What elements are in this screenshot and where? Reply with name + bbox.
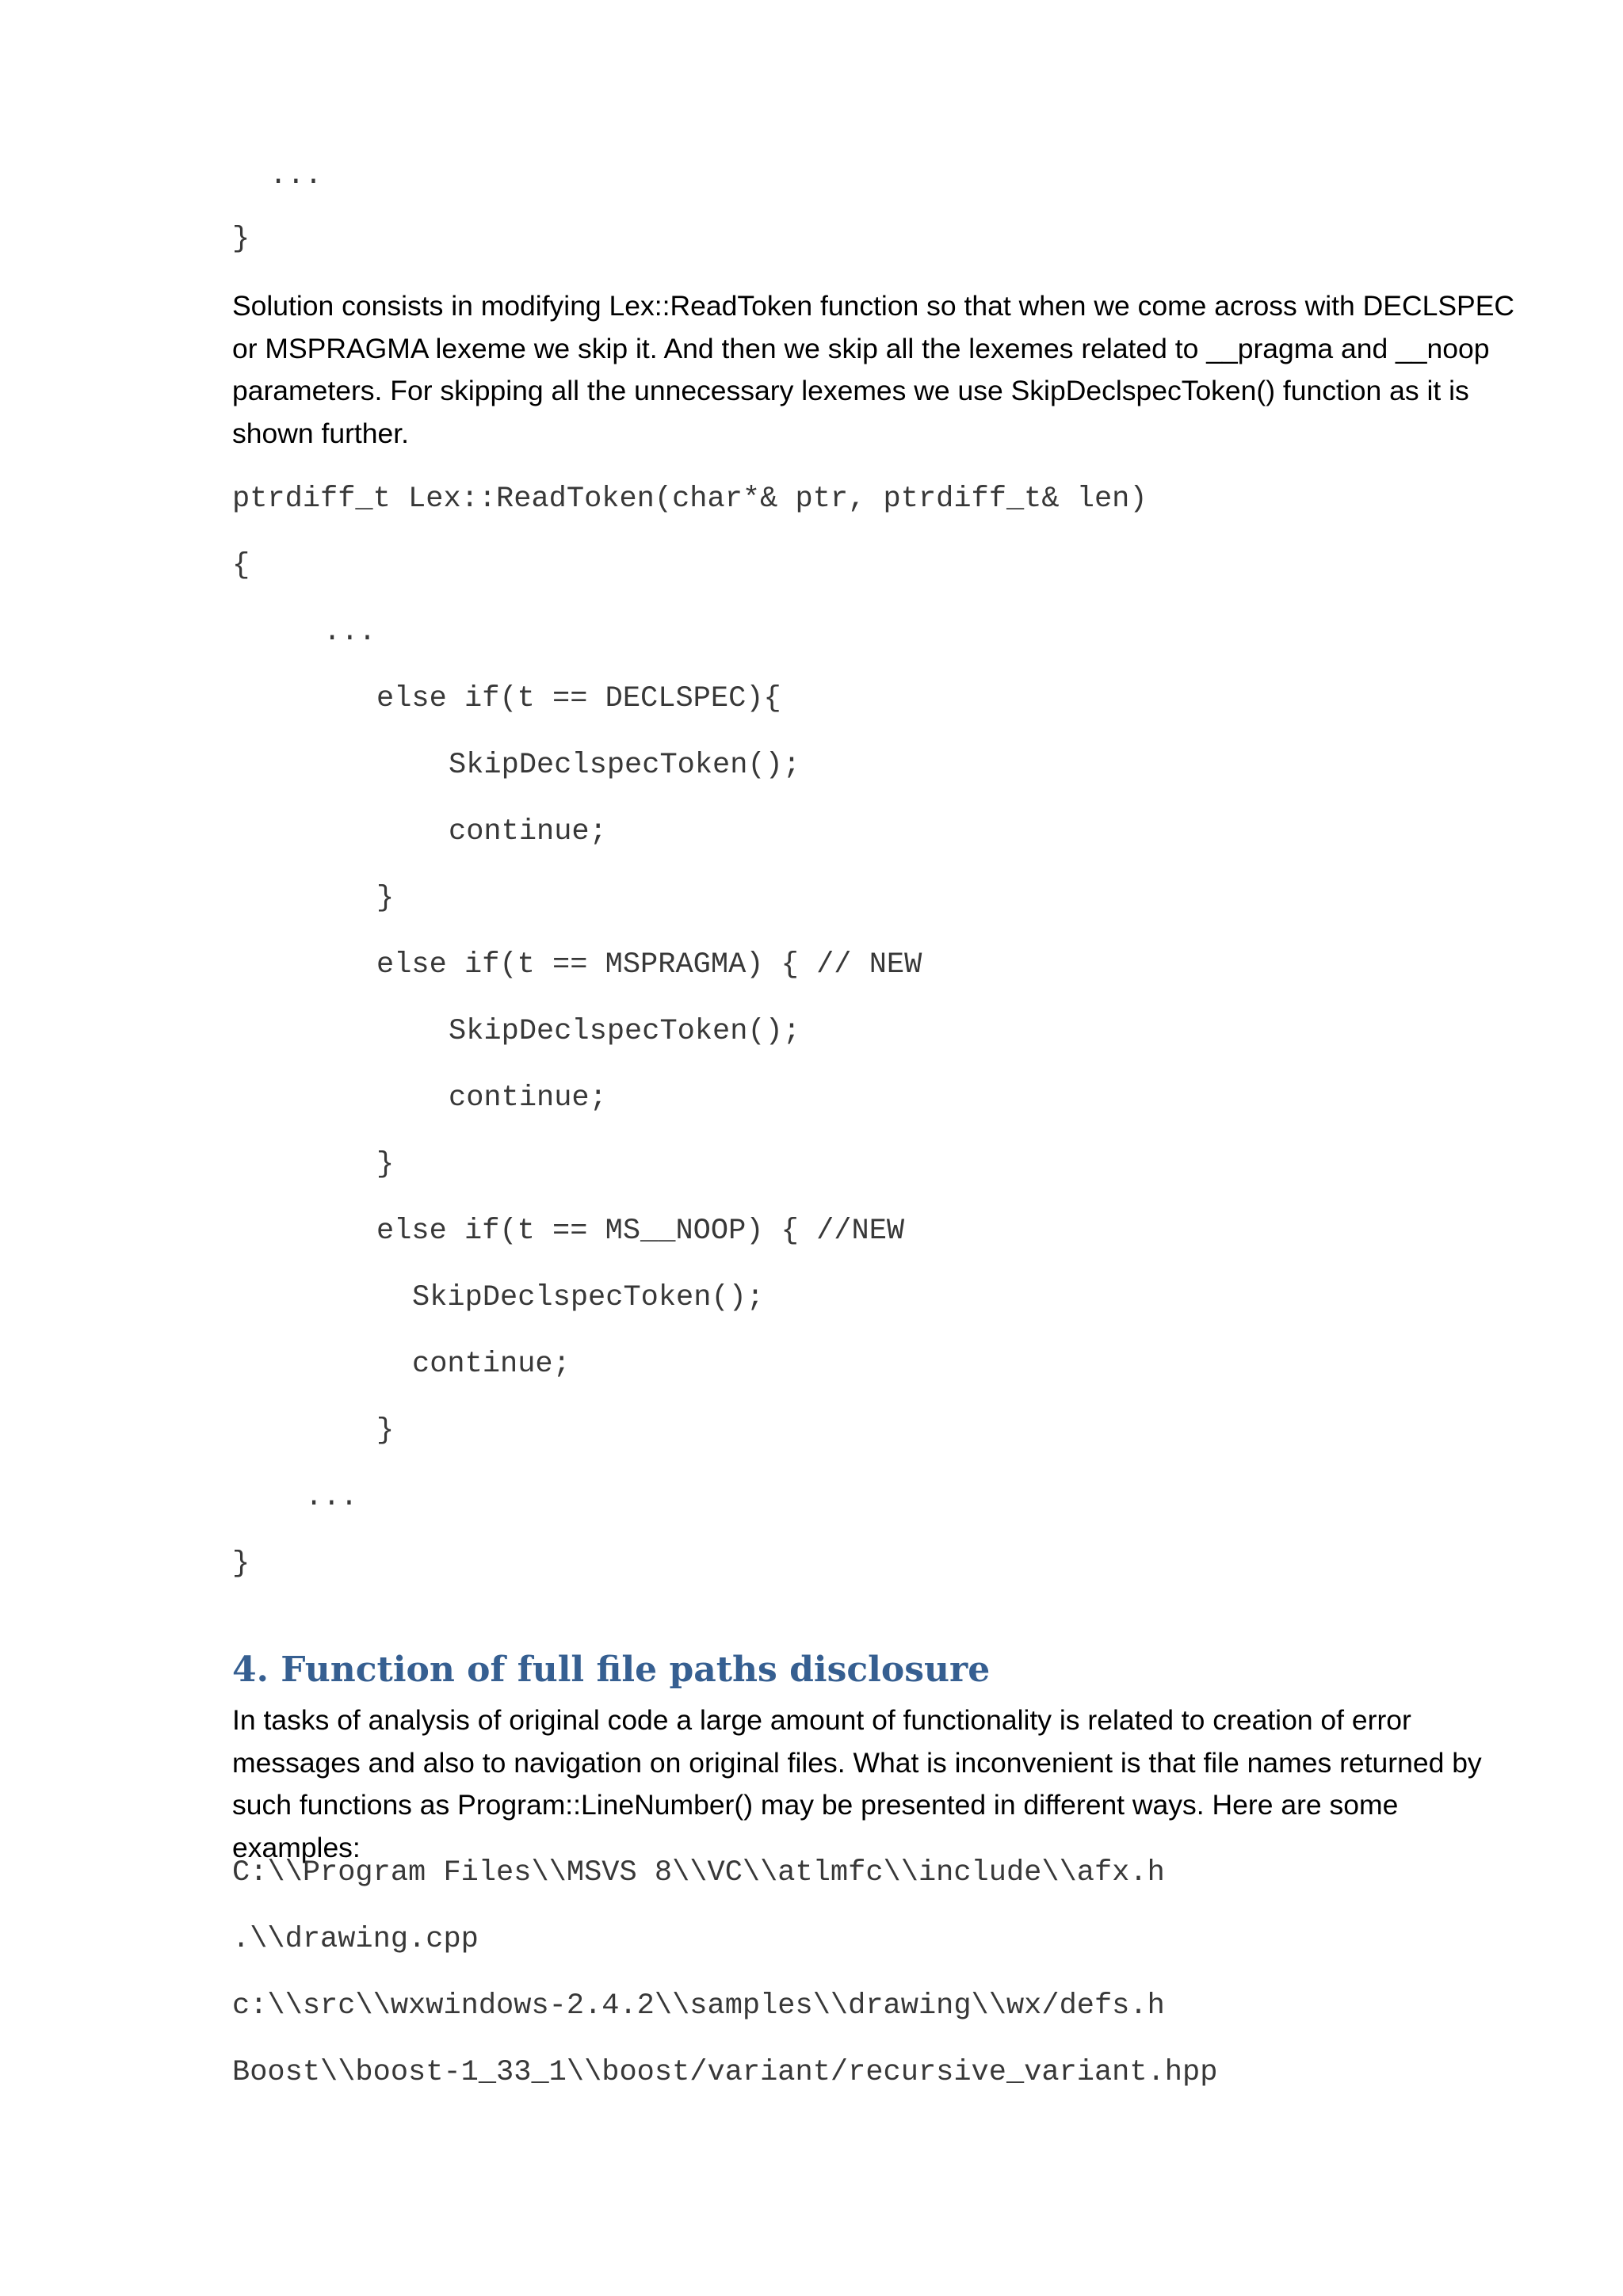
code-line-signature: ptrdiff_t Lex::ReadToken(char*& ptr, ptrdiff_t& len) [232, 482, 1148, 516]
code-line-close-brace: } [376, 1148, 395, 1181]
body-paragraph-file-names: In tasks of analysis of original code a large amount of functionality is related to creation of error messages and also to navigation on original files. What is inconvenient is that file names returned by such functions as Program::LineNumber() may be presented in different ways. Here are some examples: [232, 1704, 1482, 1863]
example-path: c:\\src\\wxwindows-2.4.2\\samples\\drawing\\wx/defs.h [232, 1989, 1165, 2023]
code-line-ellipsis: ... [323, 616, 376, 649]
code-close-brace-top: } [232, 223, 250, 256]
code-line-else-if-declspec: else if(t == DECLSPEC){ [376, 682, 781, 715]
code-line-call-skip: SkipDeclspecToken(); [449, 749, 801, 782]
example-path: C:\\Program Files\\MSVS 8\\VC\\atlmfc\\include\\afx.h [232, 1856, 1165, 1890]
code-line-call-skip: SkipDeclspecToken(); [449, 1015, 801, 1048]
code-line-close-brace-final: } [232, 1547, 250, 1581]
section-heading: 4. Function of full file paths disclosure [232, 1650, 991, 1690]
code-line-close-brace: } [376, 1414, 395, 1447]
code-line-else-if-mspragma: else if(t == MSPRAGMA) { // NEW [376, 948, 922, 982]
code-line-open-brace: { [232, 549, 250, 582]
code-line-continue: continue; [449, 1081, 607, 1115]
code-line-else-if-noop: else if(t == MS__NOOP) { //NEW [376, 1215, 905, 1248]
code-line-continue: continue; [412, 1348, 571, 1381]
code-line-call-skip: SkipDeclspecToken(); [412, 1281, 765, 1314]
code-line-continue: continue; [449, 815, 607, 849]
example-path: .\\drawing.cpp [232, 1923, 479, 1956]
example-path: Boost\\boost-1_33_1\\boost/variant/recursive_variant.hpp [232, 2056, 1218, 2089]
body-paragraph-solution: Solution consists in modifying Lex::ReadToken function so that when we come across with DECLSPEC or MSPRAGMA lexeme we skip it. And then we skip all the lexemes related to __pragma and __noop parameters. For skipping all the unnecessary lexemes we use SkipDeclspecToken() function as it is shown further. [232, 290, 1515, 449]
code-ellipsis-top: ... [269, 159, 323, 193]
code-line-close-brace: } [376, 882, 395, 915]
code-line-ellipsis: ... [305, 1481, 358, 1514]
